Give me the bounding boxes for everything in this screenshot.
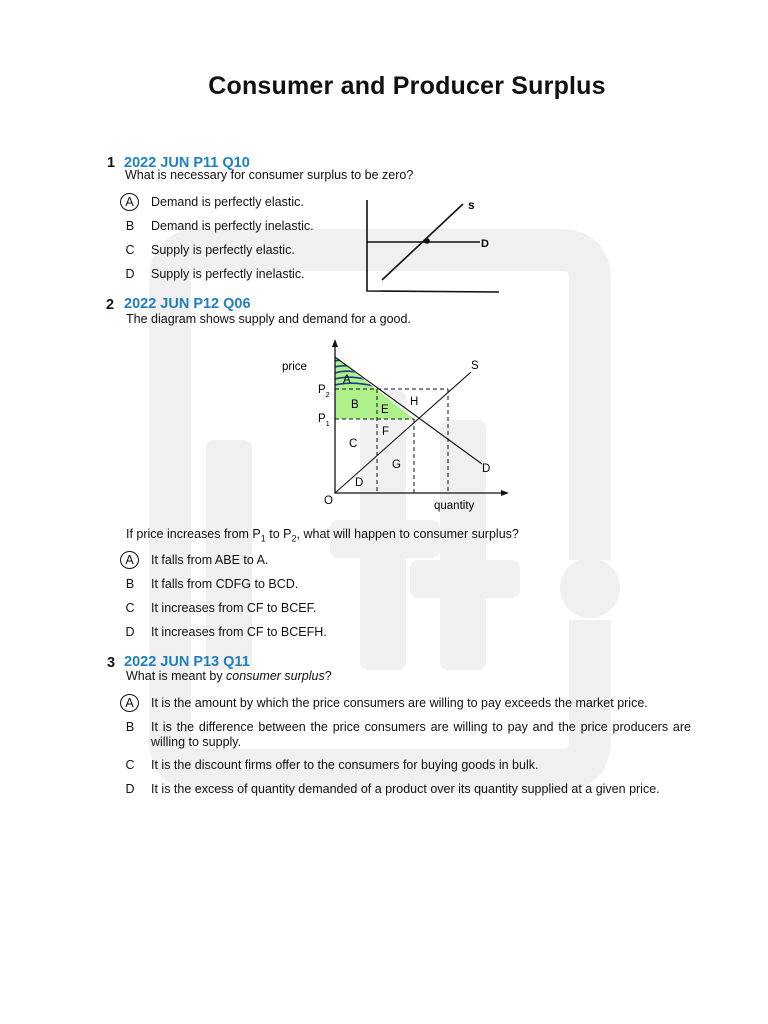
option-letter-circled: A — [120, 193, 139, 211]
option-letter: C — [125, 601, 135, 615]
option-text: Demand is perfectly elastic. — [151, 195, 304, 209]
sketch-axes — [367, 200, 499, 292]
question-code: 2022 JUN P11 Q10 — [124, 155, 250, 171]
question-prompt: If price increases from $P_1$ to $P_2$, what will happen to consumer surplus? — [126, 527, 519, 544]
option-letter: D — [125, 625, 135, 639]
question-number: 3 — [107, 655, 116, 671]
x-axis-label: quantity — [434, 500, 475, 512]
region-g-label: G — [392, 459, 401, 471]
supply-label: S — [471, 360, 479, 372]
x-axis-arrow — [501, 490, 509, 496]
page-title: Consumer and Producer Surplus — [208, 72, 606, 100]
sketch-d-label: D — [481, 238, 489, 250]
y-axis-label: price — [282, 361, 307, 373]
option-letter-circled: A — [120, 551, 139, 569]
region-d-label: D — [355, 477, 364, 489]
demand-label: D — [482, 463, 491, 475]
p1-label: $P_1$ — [318, 413, 330, 428]
option-letter: D — [125, 782, 135, 796]
region-h-label: H — [410, 396, 419, 408]
option-letter: C — [125, 758, 135, 772]
option-letter: B — [125, 577, 135, 591]
region-f-label: F — [382, 426, 390, 438]
option-letter: D — [125, 267, 135, 281]
option-text: It is the excess of quantity demanded of a product over its quantity supplied at a given price. — [151, 782, 660, 796]
option-text: Demand is perfectly inelastic. — [151, 219, 314, 233]
y-axis-arrow — [332, 339, 338, 347]
sketch-s-label: s — [468, 198, 475, 212]
question-stem: What is necessary for consumer surplus to be zero? — [125, 168, 414, 182]
region-b-label: B — [351, 399, 359, 411]
option-text: It is the discount firms offer to the consumers for buying goods in bulk. — [151, 758, 539, 772]
supply-demand-diagram — [270, 335, 520, 520]
option-text: It increases from CF to BCEF. — [151, 601, 317, 615]
option-text: It falls from CDFG to BCD. — [151, 577, 299, 591]
option-letter-circled: A — [120, 694, 139, 712]
option-text: Supply is perfectly elastic. — [151, 243, 295, 257]
handwritten-sketch-diagram — [360, 195, 510, 300]
question-number: 2 — [106, 297, 115, 313]
option-text: Supply is perfectly inelastic. — [151, 267, 305, 281]
option-text: It falls from ABE to A. — [151, 553, 269, 567]
question-code: 2022 JUN P13 Q11 — [124, 654, 250, 670]
question-number: 1 — [107, 155, 116, 171]
option-text: It increases from CF to BCEFH. — [151, 625, 327, 639]
origin-label: O — [324, 495, 333, 507]
region-e-label: E — [381, 404, 389, 416]
option-text: It is the difference between the price consumers are willing to pay and the price producers are willing to supply. — [151, 720, 691, 749]
region-c-label: C — [349, 438, 358, 450]
p2-label: $P_2$ — [318, 384, 330, 399]
option-letter: C — [125, 243, 135, 257]
region-a-label: A — [343, 374, 351, 386]
option-letter: B — [125, 219, 135, 233]
question-stem: What is meant by consumer surplus? — [126, 669, 332, 683]
question-code: 2022 JUN P12 Q06 — [124, 296, 251, 312]
option-text: It is the amount by which the price consumers are willing to pay exceeds the market price. — [151, 696, 648, 710]
sketch-equilibrium-point — [424, 238, 430, 244]
option-letter: B — [125, 720, 135, 734]
question-stem: The diagram shows supply and demand for a good. — [126, 312, 411, 326]
